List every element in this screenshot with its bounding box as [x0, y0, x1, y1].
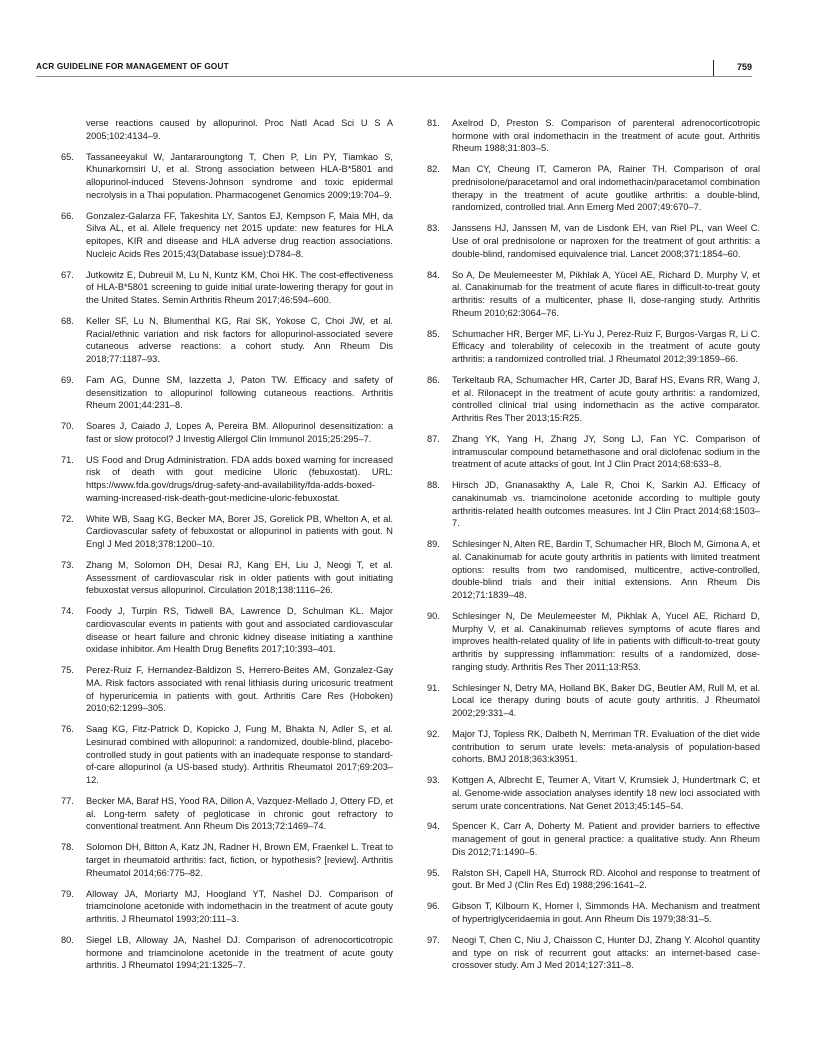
reference-item: [427, 900, 760, 925]
reference-number: 91.: [427, 682, 440, 693]
reference-text: Neogi T, Chen C, Niu J, Chaisson C, Hunter DJ, Zhang Y. Alcohol quantity and type on risk of recurrent gout attacks: an internet-based case-crossover study. Am J Med 2014;127:311–8.: [452, 934, 760, 971]
reference-item: [427, 374, 760, 425]
reference-number: 75.: [61, 665, 74, 676]
reference-number: 72.: [61, 513, 74, 524]
reference-text: Saag KG, Fitz-Patrick D, Kopicko J, Fung M, Bhakta N, Adler S, et al. Lesinurad combined with allopurinol: a randomized, double-blind, placebo-controlled study in gout patients with an inadequate response to standard-of-care allopurinol (a US-based study). Arthritis Rheumatol 2017;69:203–12.: [86, 724, 393, 786]
reference-number: 94.: [427, 821, 440, 832]
reference-text: Siegel LB, Alloway JA, Nashel DJ. Comparison of adrenocorticotropic hormone and triamcinolone acetonide in the treatment of acute gouty arthritis. J Rheumatol 1994;21:1325–7.: [86, 934, 393, 971]
reference-item: [61, 315, 393, 366]
reference-number: 78.: [61, 842, 74, 853]
reference-number: 76.: [61, 724, 74, 735]
reference-text: Solomon DH, Bitton A, Katz JN, Radner H, Brown EM, Fraenkel L. Treat to target in rheumatoid arthritis: fact, fiction, or hypothesis? [review]. Arthritis Rheumatol 2014;66:775–82.: [86, 842, 393, 878]
reference-number: 81.: [427, 118, 440, 128]
reference-text: Ralston SH, Capell HA, Sturrock RD. Alcohol and response to treatment of gout. Br Med J (Clin Res Ed) 1988;296:1641–2.: [452, 867, 760, 891]
reference-item: [61, 151, 393, 202]
reference-text: White WB, Saag KG, Becker MA, Borer JS, Gorelick PB, Whelton A, et al. Cardiovascular safety of febuxostat or allopurinol in patients with gout. N Engl J Med 2018;378:1200–10.: [86, 513, 393, 550]
reference-item: [61, 210, 393, 261]
reference-text: Gonzalez-Galarza FF, Takeshita LY, Santos EJ, Kempson F, Maia MH, da Silva AL, et al. Allele frequency net 2015 update: new features for HLA epitopes, KIR and disease and HLA adverse drug reaction associations. Nucleic Acids Res 2015;43(Database issue):D784–8.: [86, 210, 393, 259]
reference-number: 74.: [61, 606, 74, 617]
reference-item: [61, 513, 393, 551]
reference-text: US Food and Drug Administration. FDA adds boxed warning for increased risk of death with gout medicine Uloric (febuxostat). URL: https://www.fda.gov/drugs/drug-safety-and-availability/fda-adds-boxed-warning-increased-risk-death-gout-medicine-uloric-febuxostat.: [86, 454, 393, 503]
reference-text: Schlesinger N, Alten RE, Bardin T, Schumacher HR, Bloch M, Gimona A, et al. Canakinumab for acute gouty arthritis in patients with limited treatment options: results from two randomised, multicentre, active-controlled, double-blind trials and their initial extensions. Ann Rheum Dis 2012;71:1839–48.: [452, 539, 760, 600]
reference-item: [427, 538, 760, 602]
reference-number: 84.: [427, 269, 440, 280]
reference-number: 85.: [427, 328, 440, 339]
reference-number: 77.: [61, 796, 74, 807]
reference-text: Kottgen A, Albrecht E, Teumer A, Vitart V, Krumsiek J, Hundertmark C, et al. Genome-wide association analyses identify 18 new loci associated with serum urate concentrations. Nat Genet 2013;45:145–54.: [452, 775, 760, 811]
reference-text: Schumacher HR, Berger MF, Li-Yu J, Perez-Ruiz F, Burgos-Vargas R, Li C. Efficacy and tolerability of celecoxib in the treatment of acute gouty arthritis: a randomized controlled trial. J Rheumatol 2012;39:1859–66.: [452, 328, 760, 364]
reference-text: Schlesinger N, De Meulemeester M, Pikhlak A, Yucel AE, Richard D, Murphy V, et al. Canakinumab relieves symptoms of acute flares and improves health-related quality of life in patients with difficult-to-treat gouty arthritis by suppressing inflammation: results of a randomized, dose-ranging study. Arthritis Res Ther 2011;13:R53.: [452, 610, 760, 672]
reference-number: 73.: [61, 560, 74, 571]
reference-text: Perez-Ruiz F, Hernandez-Baldizon S, Herrero-Beites AM, Gonzalez-Gay MA. Risk factors associated with renal lithiasis during uricosuric treatment of hyperuricemia in patients with gout. Arthritis Care Res (Hoboken) 2010;62:1299–305.: [86, 665, 393, 714]
reference-item: [427, 479, 760, 530]
reference-text: Alloway JA, Moriarty MJ, Hoogland YT, Nashel DJ. Comparison of triamcinolone acetonide with indomethacin in the treatment of acute gouty arthritis. J Rheumatol 1993;20:111–3.: [86, 888, 393, 925]
reference-item: [427, 682, 760, 720]
running-header: [36, 60, 752, 76]
reference-item: [427, 820, 760, 858]
reference-number: 69.: [61, 374, 74, 385]
reference-number: 71.: [61, 454, 74, 465]
reference-list-right: [427, 117, 760, 972]
reference-number: 83.: [427, 223, 440, 234]
reference-item: [61, 934, 393, 972]
reference-number: 96.: [427, 901, 440, 912]
reference-item: [427, 610, 760, 674]
reference-number: 95.: [427, 867, 440, 878]
reference-text: Keller SF, Lu N, Blumenthal KG, Rai SK, Yokose C, Choi JW, et al. Racial/ethnic variation and risk factors for allopurinol-associated severe cutaneous adverse reactions: a cohort study. Ann Rheum Dis 2018;77:1187–93.: [86, 315, 393, 364]
reference-text: Schlesinger N, Detry MA, Holland BK, Baker DG, Beutler AM, Rull M, et al. Local ice therapy during bouts of acute gouty arthritis. J Rheumatol 2002;29:331–4.: [452, 682, 760, 718]
reference-text: Soares J, Caiado J, Lopes A, Pereira BM. Allopurinol desensitization: a fast or slow protocol? J Investig Allergol Clin Immunol 2015;25:295–7.: [86, 421, 393, 444]
references-left-column: [61, 117, 393, 980]
references-right-column: [427, 117, 760, 980]
reference-text: Becker MA, Baraf HS, Yood RA, Dillon A, Vazquez-Mellado J, Ottery FD, et al. Long-term safety of pegloticase in chronic gout refractory to conventional treatment. Ann Rheum Dis 2013;72:1469–74.: [86, 796, 393, 832]
reference-text: Gibson T, Kilbourn K, Horner I, Simmonds HA. Mechanism and treatment of hypertriglyceridaemia in gout. Ann Rheum Dis 1979;38:31–5.: [452, 901, 760, 925]
page-number: 759: [736, 62, 752, 72]
reference-text: Hirsch JD, Gnanasakthy A, Lale R, Choi K, Sarkin AJ. Efficacy of canakinumab vs. triamcinolone acetonide according to multiple gouty arthritis-related health outcomes measures. Int J Clin Pract 2014;68:1503–7.: [452, 480, 760, 529]
reference-number: 87.: [427, 433, 440, 444]
reference-number: 92.: [427, 728, 440, 739]
reference-text: Axelrod D, Preston S. Comparison of parenteral adrenocorticotropic hormone with oral indomethacin in the treatment of acute gout. Arthritis Rheum 1988;31:803–5.: [452, 118, 760, 154]
reference-item: [61, 420, 393, 445]
reference-number: 79.: [61, 888, 74, 899]
header-divider: [713, 60, 714, 77]
reference-item: [427, 328, 760, 366]
reference-number: 82.: [427, 164, 440, 175]
reference-item: [427, 117, 760, 155]
reference-number: 97.: [427, 934, 440, 945]
reference-continuation: [61, 117, 393, 142]
reference-number: 88.: [427, 480, 440, 491]
reference-text: Spencer K, Carr A, Doherty M. Patient and provider barriers to effective management of gout in general practice: a qualitative study. Ann Rheum Dis 2012;71:1490–5.: [452, 821, 760, 857]
reference-number: 90.: [427, 610, 440, 621]
reference-item: [61, 374, 393, 412]
reference-number: 89.: [427, 539, 440, 550]
reference-number: 66.: [61, 210, 74, 221]
reference-number: 86.: [427, 374, 440, 385]
reference-text: Zhang M, Solomon DH, Desai RJ, Kang EH, Liu J, Neogi T, et al. Assessment of cardiovascular risk in older patients with gout initiating febuxostat versus allopurinol. Circulation 2018;138:1116–26.: [86, 560, 393, 596]
reference-list-left: [61, 151, 393, 972]
reference-number: 68.: [61, 315, 74, 326]
reference-item: [427, 867, 760, 892]
reference-item: [427, 934, 760, 972]
reference-number: 65.: [61, 151, 74, 162]
reference-text: Jutkowitz E, Dubreuil M, Lu N, Kuntz KM, Choi HK. The cost-effectiveness of HLA-B*5801 screening to guide initial urate-lowering therapy for gout in the United States. Semin Arthritis Rheum 2017;46:594–600.: [86, 269, 393, 305]
reference-text: Terkeltaub RA, Schumacher HR, Carter JD, Baraf HS, Evans RR, Wang J, et al. Rilonacept in the treatment of acute gouty arthritis: a randomized, controlled clinical trial using indomethacin as the active comparator. Arthritis Res Ther 2013;15:R25.: [452, 374, 760, 423]
reference-text: Major TJ, Topless RK, Dalbeth N, Merriman TR. Evaluation of the diet wide contribution to serum urate levels: meta-analysis of population-based cohorts. BMJ 2018;363:k3951.: [452, 728, 760, 765]
reference-text: Man CY, Cheung IT, Cameron PA, Rainer TH. Comparison of oral prednisolone/paracetamol and oral indomethacin/paracetamol combination therapy in the treatment of acute goutlike arthritis: a double-blind, randomized, controlled trial. Ann Emerg Med 2007;49:670–7.: [452, 164, 760, 213]
reference-item: [427, 774, 760, 812]
header-rule: [36, 76, 752, 77]
reference-item: [61, 888, 393, 926]
reference-text: Foody J, Turpin RS, Tidwell BA, Lawrence D, Schulman KL. Major cardiovascular events in patients with gout and associated cardiovascular disease or heart failure and chronic kidney disease initiating a xanthine oxidase inhibitor. Am Health Drug Benefits 2017;10:393–401.: [86, 606, 393, 655]
reference-number: 70.: [61, 421, 74, 432]
reference-text: Fam AG, Dunne SM, Iazzetta J, Paton TW. Efficacy and safety of desensitization to allopurinol following cutaneous reactions. Arthritis Rheum 2001;44:231–8.: [86, 374, 393, 411]
reference-text: Tassaneeyakul W, Jantararoungtong T, Chen P, Lin PY, Tiamkao S, Khunarkornsiri U, et al. Strong association between HLA-B*5801 and allopurinol-induced Stevens-Johnson syndrome and toxic epidermal necrolysis in a Thai population. Pharmacogenet Genomics 2009;19:704–9.: [86, 151, 393, 200]
reference-number: 67.: [61, 269, 74, 280]
running-title: ACR GUIDELINE FOR MANAGEMENT OF GOUT: [36, 62, 229, 71]
reference-text: Zhang YK, Yang H, Zhang JY, Song LJ, Fan YC. Comparison of intramuscular compound betamethasone and oral diclofenac sodium in the treatment of acute attacks of gout. Int J Clin Pract 2014;68:633–8.: [452, 433, 760, 470]
reference-item: [61, 605, 393, 656]
reference-text: verse reactions caused by allopurinol. Proc Natl Acad Sci U S A 2005;102:4134–9.: [86, 118, 393, 141]
reference-number: 80.: [61, 934, 74, 945]
reference-item: [61, 841, 393, 879]
reference-item: [61, 723, 393, 787]
reference-item: [61, 559, 393, 597]
reference-number: 93.: [427, 775, 440, 786]
reference-item: [61, 664, 393, 715]
reference-item: [427, 728, 760, 766]
reference-item: [427, 222, 760, 260]
reference-item: [61, 269, 393, 307]
reference-text: So A, De Meulemeester M, Pikhlak A, Yücel AE, Richard D, Murphy V, et al. Canakinumab for the treatment of acute flares in difficult-to-treat gouty arthritis: results of a multicenter, phase II, dose-ranging study. Arthritis Rheum 2010;62:3064–76.: [452, 269, 760, 318]
reference-item: [427, 163, 760, 214]
reference-item: [427, 269, 760, 320]
reference-text: Janssens HJ, Janssen M, van de Lisdonk EH, van Riel PL, van Weel C. Use of oral prednisolone or naproxen for the treatment of gout arthritis: a double-blind, randomised equivalence trial. Lancet 2008;371:1854–60.: [452, 223, 760, 259]
reference-item: [427, 433, 760, 471]
reference-item: [61, 454, 393, 505]
reference-item: [61, 795, 393, 833]
